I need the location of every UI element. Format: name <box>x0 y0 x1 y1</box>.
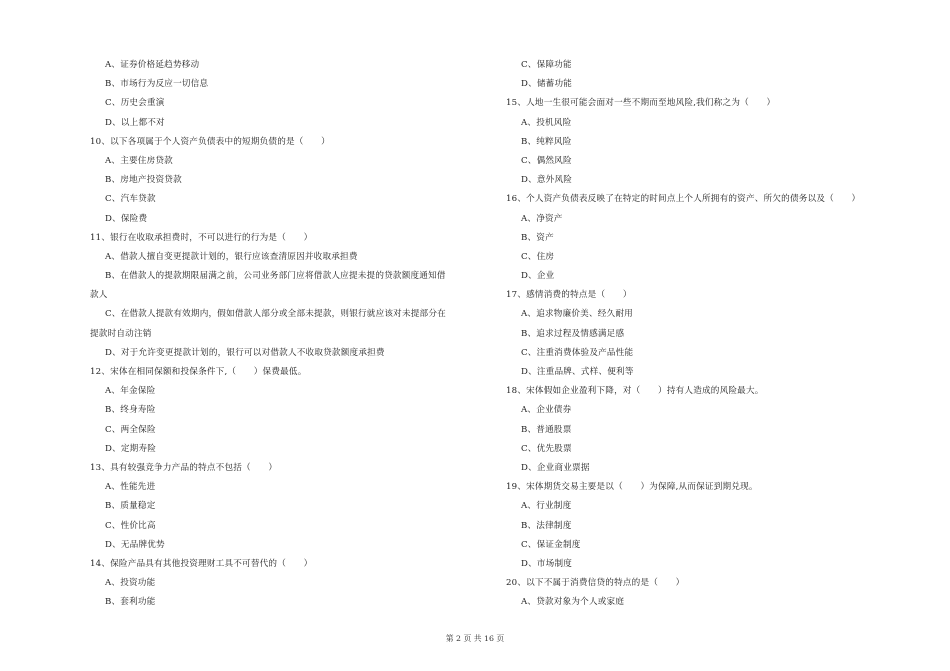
page-footer: 第 2 页 共 16 页 <box>445 634 505 643</box>
answer-option: D、储蓄功能 <box>521 79 573 90</box>
question-stem: 10、以下各项属于个人资产负债表中的短期负债的是（ ） <box>90 136 330 147</box>
question-stem: 17、感情消费的特点是（ ） <box>506 290 632 301</box>
answer-option: B、质量稳定 <box>105 501 156 512</box>
answer-option: A、净资产 <box>521 213 563 224</box>
right-column <box>506 56 926 612</box>
answer-option: B、追求过程及情感满足感 <box>521 328 625 339</box>
answer-option: A、追求物廉价美、经久耐用 <box>521 309 633 320</box>
answer-option: C、优先股票 <box>521 443 572 454</box>
answer-option: C、两全保险 <box>105 424 156 435</box>
answer-option: A、企业债券 <box>521 405 572 416</box>
answer-option: D、市场制度 <box>521 558 573 569</box>
answer-option: B、房地产投资贷款 <box>105 175 182 186</box>
question-stem: 11、银行在收取承担费时，不可以进行的行为是（ ） <box>90 232 313 243</box>
answer-option: C、性价比高 <box>105 520 156 531</box>
answer-option: B、在借款人的提款期限届满之前，公司业务部门应将借款人应提未提的贷款额度通知借 <box>105 271 446 282</box>
question-stem: 20、以下不属于消费信贷的特点的是（ ） <box>506 578 685 589</box>
left-column <box>90 56 490 612</box>
answer-option: D、意外风险 <box>521 175 573 186</box>
answer-option: A、借款人擅自变更提款计划的，银行应该查清原因并收取承担费 <box>105 251 358 262</box>
answer-option: D、注重品牌、式样、便利等 <box>521 367 634 377</box>
question-stem: 12、宋体在相同保额和投保条件下,（ ）保费最低。 <box>90 367 307 377</box>
answer-option: D、企业 <box>521 271 555 282</box>
answer-option: A、主要住房贷款 <box>105 155 173 166</box>
answer-option: C、历史会重演 <box>105 98 165 109</box>
question-stem: 13、具有较强竞争力产品的特点不包括（ ） <box>90 462 278 473</box>
question-stem: 18、宋体假如企业盈利下降，对（ ）持有人造成的风险最大。 <box>506 386 764 397</box>
answer-option: D、对于允许变更提款计划的，银行可以对借款人不收取贷款额度承担费 <box>105 347 385 358</box>
answer-option: C、保证金制度 <box>521 539 581 550</box>
answer-option: C、注重消费体验及产品性能 <box>521 347 634 358</box>
answer-option: A、行业制度 <box>521 501 572 512</box>
text-continuation: 款人 <box>90 290 108 301</box>
answer-option: B、市场行为反应一切信息 <box>105 79 209 90</box>
answer-option: A、性能先进 <box>105 482 156 493</box>
question-stem: 14、保险产品具有其他投资理财工具不可替代的（ ） <box>90 558 313 569</box>
answer-option: B、资产 <box>521 232 554 243</box>
answer-option: C、汽车贷款 <box>105 194 156 205</box>
question-stem: 15、人地一生很可能会面对一些不期而至地风险,我们称之为（ ） <box>506 98 776 109</box>
answer-option: B、普通股票 <box>521 424 572 435</box>
answer-option: B、套利功能 <box>105 597 156 608</box>
answer-option: D、以上都不对 <box>105 117 165 128</box>
answer-option: A、贷款对象为个人或家庭 <box>521 597 625 608</box>
answer-option: C、保障功能 <box>521 60 572 70</box>
answer-option: D、保险费 <box>105 213 148 224</box>
answer-option: A、投资功能 <box>105 578 156 589</box>
answer-option: C、偶然风险 <box>521 155 572 166</box>
text-continuation: 提款时自动注销 <box>90 328 152 339</box>
answer-option: D、企业商业票据 <box>521 462 590 473</box>
answer-option: C、在借款人提款有效期内，假如借款人部分或全部未提款，则银行就应该对未提部分在 <box>105 309 446 320</box>
answer-option: A、证券价格延趋势移动 <box>105 60 200 70</box>
answer-option: B、纯粹风险 <box>521 136 572 147</box>
question-stem: 19、宋体期货交易主要是以（ ）为保障,从而保证到期兑现。 <box>506 482 758 493</box>
answer-option: B、终身寿险 <box>105 405 156 416</box>
answer-option: A、投机风险 <box>521 117 572 128</box>
answer-option: D、无品牌优势 <box>105 539 165 550</box>
answer-option: D、定期寿险 <box>105 443 157 454</box>
answer-option: C、住房 <box>521 251 555 262</box>
answer-option: B、法律制度 <box>521 520 572 531</box>
question-stem: 16、个人资产负债表反映了在特定的时间点上个人所拥有的资产、所欠的债务以及（ ） <box>506 194 861 205</box>
answer-option: A、年金保险 <box>105 386 156 397</box>
